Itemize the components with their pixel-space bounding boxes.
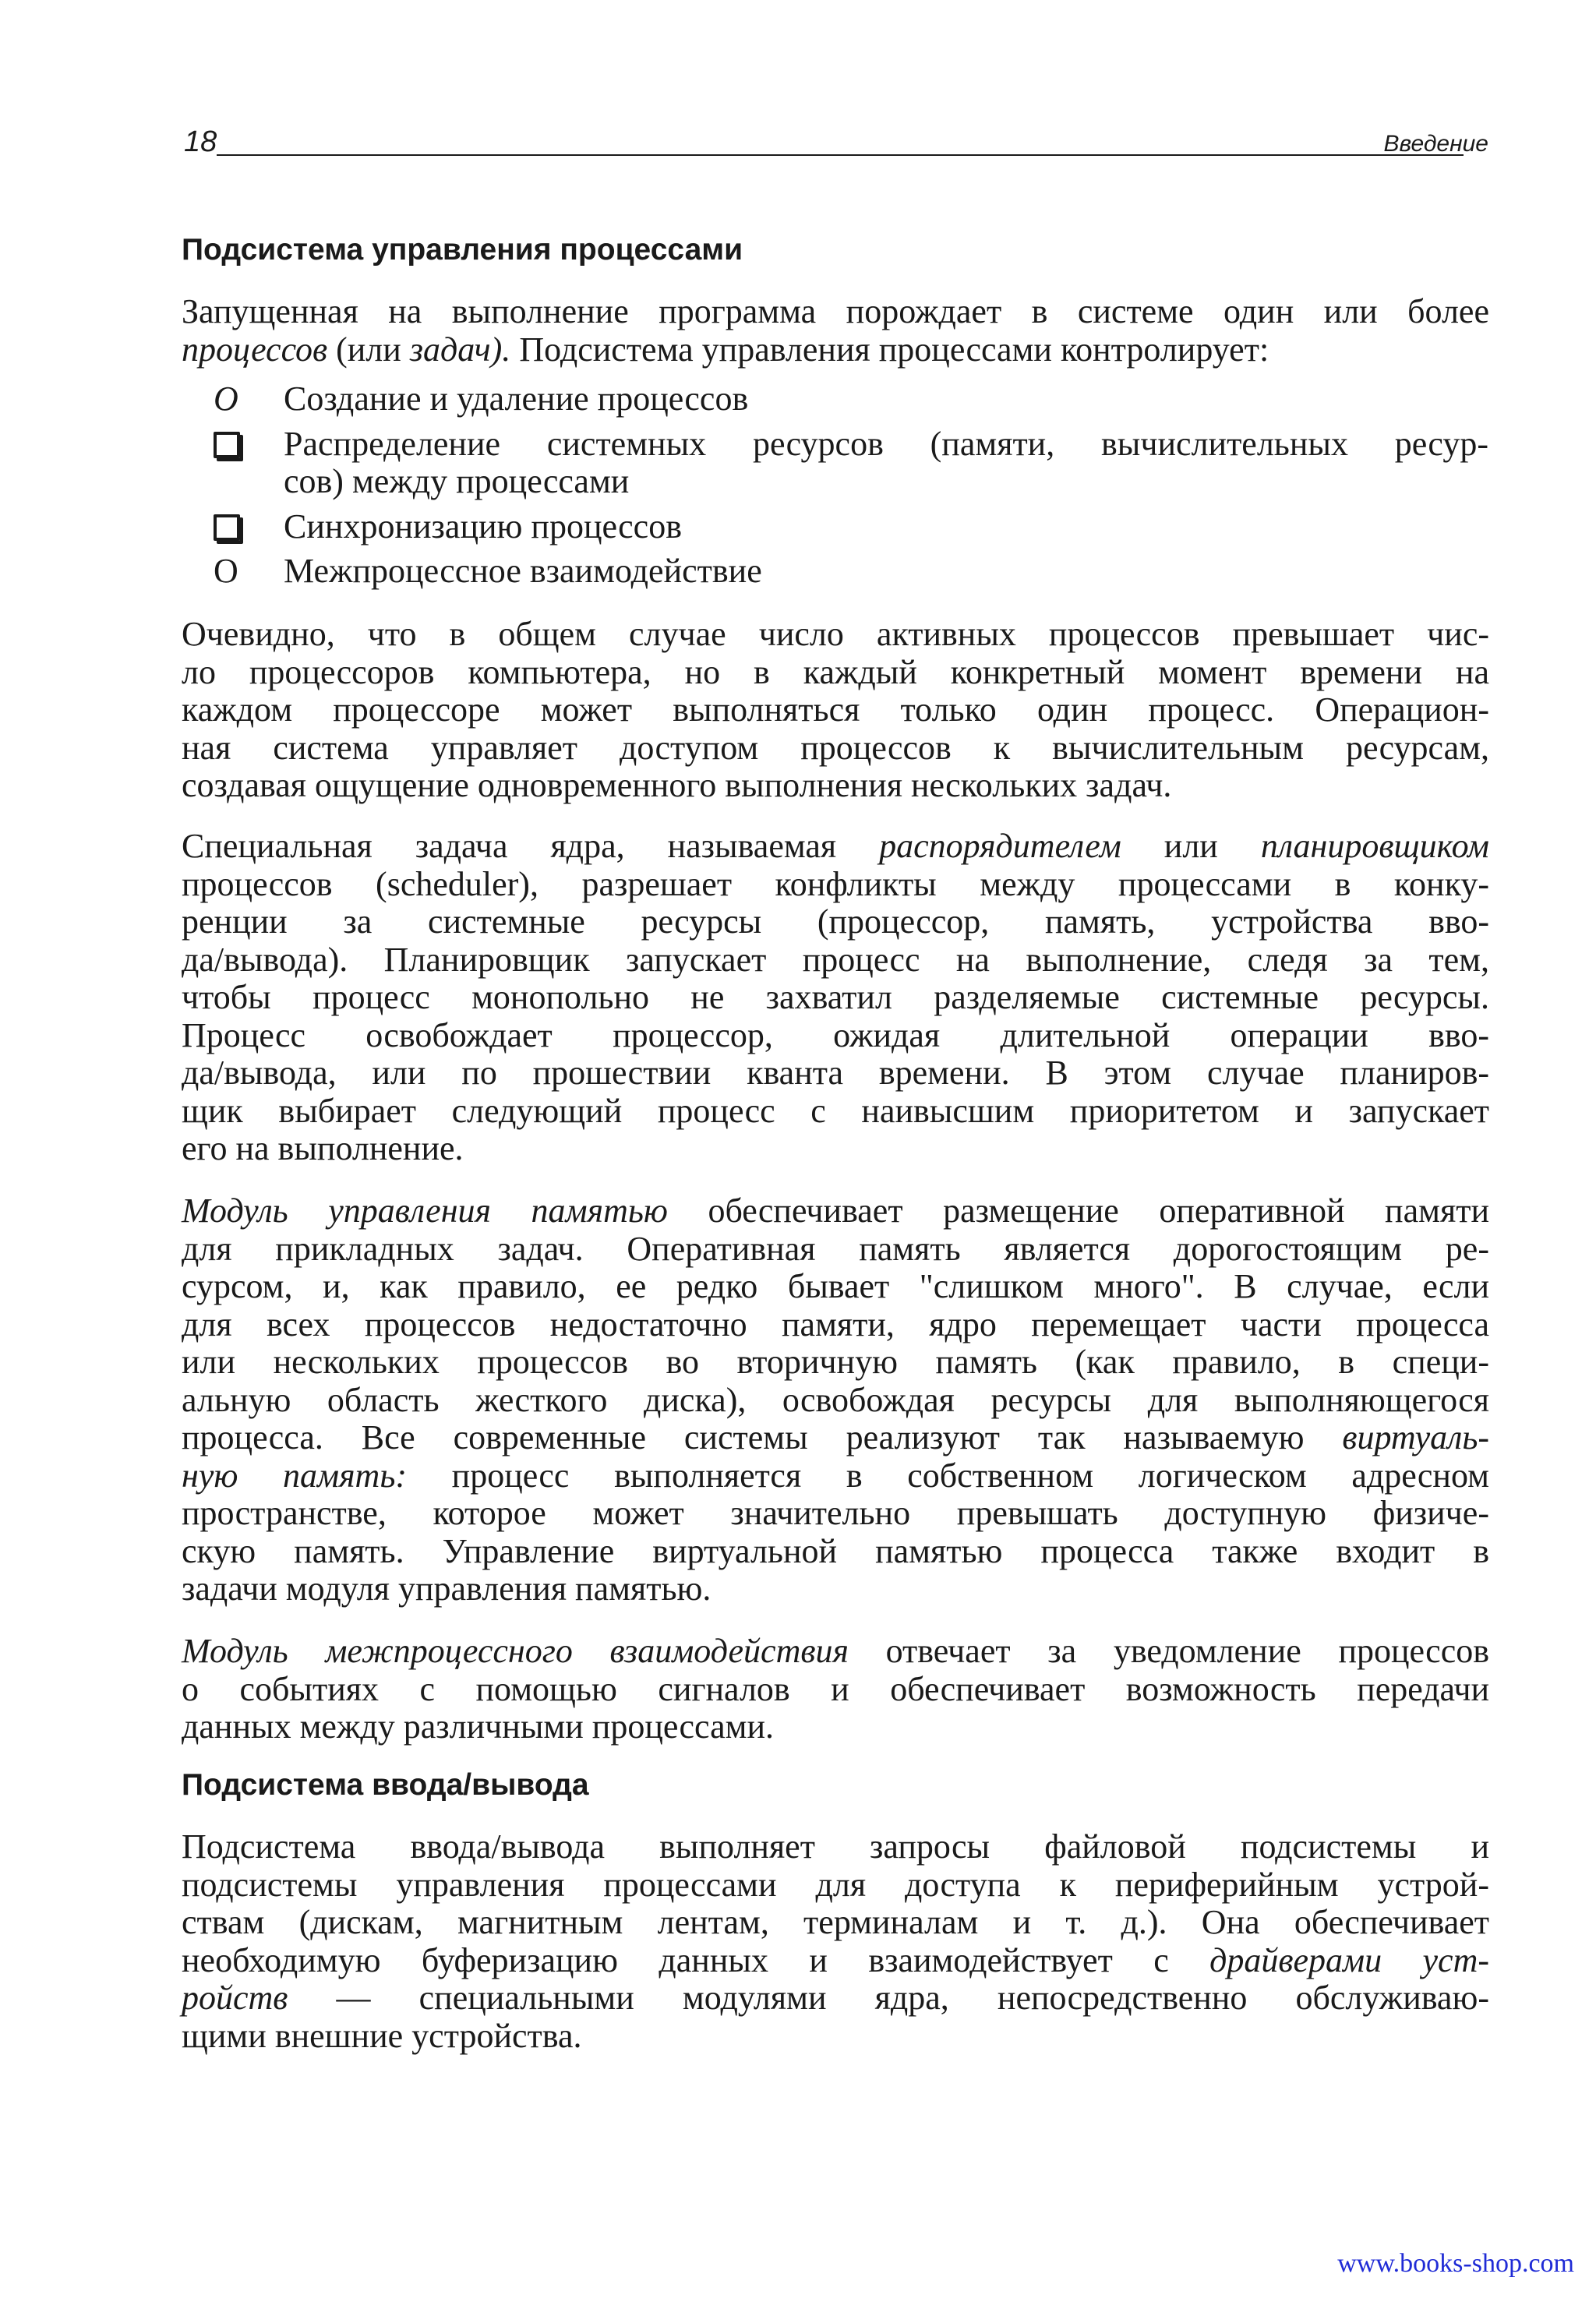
text-line: сов) между процессами — [284, 462, 630, 500]
text-line — [182, 1457, 1489, 1495]
text-run: пространстве, которое может значительно превышать доступную физиче- — [182, 1494, 1489, 1532]
text-run: ствам (дискам, магнитным лентам, терминалам и т. д.). Она обеспечивает — [182, 1903, 1489, 1941]
text-line — [182, 941, 1489, 980]
text-line: Очевидно, что в общем случае число активных процессов превышает чис- — [182, 615, 1489, 653]
text-line — [182, 1671, 1489, 1709]
list-item-text — [284, 508, 1488, 546]
text-run: или нескольких процессов во вторичную память (как правило, в специ- — [182, 1343, 1489, 1381]
text-run: ренции за системные ресурсы (процессор, память, устройства вво- — [182, 902, 1489, 941]
text-run: данных между различными процессами. — [182, 1707, 775, 1746]
paragraph-io — [182, 1828, 1489, 2055]
emphasized-term: Модуль управления памятью — [182, 1192, 668, 1230]
text-run: о событиях с помощью сигналов и обеспечивает возможность передачи — [182, 1669, 1489, 1708]
text-line: Межпроцессное взаимодействие — [284, 552, 762, 590]
text-run: да/вывода, или по прошествии кванта времени. В этом случае планиров- — [182, 1054, 1489, 1092]
list-item — [214, 425, 1488, 501]
text-run: его на выполнение. — [182, 1129, 464, 1167]
text-line — [182, 1130, 1489, 1168]
section-heading-processes: Подсистема управления процессами — [182, 233, 743, 267]
text-line — [182, 1382, 1489, 1420]
text-line — [182, 828, 1489, 866]
text-run: щик выбирает следующий процесс с наивысшим приоритетом и запускает — [182, 1091, 1489, 1130]
text-line — [182, 1093, 1489, 1131]
emphasized-term: виртуаль- — [1342, 1418, 1489, 1456]
text-line — [182, 1495, 1489, 1533]
page-number: 18 — [184, 125, 217, 158]
list-item — [214, 380, 1488, 418]
emphasized-term: Модуль межпроцессного взаимодействия — [182, 1632, 849, 1670]
text-line — [182, 1343, 1489, 1382]
text-run: скую память. Управление виртуальной памятью процесса также входит в — [182, 1531, 1489, 1570]
checkbox-bullet-icon — [214, 508, 260, 549]
checkbox-bullet-icon — [214, 425, 260, 467]
emphasized-term: процессов — [182, 330, 328, 369]
text-line — [182, 1633, 1489, 1671]
text-line: Распределение системных ресурсов (памяти, вычислительных ресур- — [284, 424, 1488, 463]
text-line — [182, 1192, 1489, 1230]
list-item — [214, 508, 1488, 546]
emphasized-term: ную память: — [182, 1456, 408, 1495]
text-line — [182, 1979, 1489, 2018]
text-line — [182, 979, 1489, 1017]
text-run: процессов (scheduler), разрешает конфликты между процессами в конку- — [182, 864, 1489, 903]
header-rule — [217, 154, 1464, 156]
letter-bullet: О — [214, 552, 238, 590]
text-run: (или — [327, 330, 410, 369]
text-line — [182, 866, 1489, 904]
section-heading-io: Подсистема ввода/вывода — [182, 1768, 589, 1802]
text-run: необходимую буферизацию данных и взаимодействует с — [182, 1940, 1210, 1979]
controls-list — [214, 380, 1488, 598]
text-line — [182, 1708, 1489, 1746]
text-line — [182, 1017, 1489, 1055]
text-line — [182, 903, 1489, 941]
text-run: чтобы процесс монопольно не захватил разделяемые системные ресурсы. — [182, 978, 1489, 1016]
emphasized-term: планировщиком — [1260, 827, 1489, 865]
text-run: Подсистема ввода/вывода выполняет запросы файловой подсистемы и — [182, 1827, 1489, 1866]
text-line — [182, 1570, 1489, 1608]
emphasized-term: задач). — [409, 330, 511, 369]
running-header: Введение — [1383, 131, 1488, 157]
text-line: Синхронизацию процессов — [284, 507, 682, 545]
text-line — [182, 331, 1489, 369]
text-line — [182, 1904, 1489, 1942]
paragraph-ipc-module — [182, 1633, 1489, 1746]
text-line — [182, 2018, 1489, 2056]
text-line — [182, 1533, 1489, 1571]
text-run: да/вывода). Планировщик запускает процесс на выполнение, следя за тем, — [182, 940, 1489, 979]
text-run: сурсом, и, как правило, ее редко бывает "слишком много". В случае, если — [182, 1267, 1489, 1305]
emphasized-term: распорядителем — [879, 827, 1121, 865]
text-line — [182, 1306, 1489, 1344]
text-run: — специальными модулями ядра, непосредственно обслуживаю- — [288, 1979, 1489, 2017]
text-line: создавая ощущение одновременного выполнения нескольких задач. — [182, 766, 1172, 804]
text-run: подсистемы управления процессами для доступа к периферийным устрой- — [182, 1865, 1489, 1904]
text-line: ная система управляет доступом процессов к вычислительным ресурсам, — [182, 728, 1489, 767]
paragraph-scheduler — [182, 828, 1489, 1168]
text-line — [182, 1054, 1489, 1093]
text-run: обеспечивает размещение оперативной памяти — [667, 1192, 1489, 1230]
text-line: ло процессоров компьютера, но в каждый конкретный момент времени на — [182, 652, 1489, 691]
text-run: отвечает за уведомление процессов — [848, 1632, 1490, 1670]
text-run: Процесс освобождает процессор, ожидая длительной операции вво- — [182, 1015, 1489, 1054]
text-run: или — [1121, 827, 1261, 865]
footer-watermark: www.books-shop.com — [1337, 2249, 1574, 2278]
text-line — [182, 1866, 1489, 1905]
box-bullet-shape — [214, 514, 240, 541]
text-line — [182, 1828, 1489, 1866]
text-run: для прикладных задач. Оперативная память является дорогостоящим ре- — [182, 1229, 1489, 1268]
emphasized-term: драйверами уст- — [1209, 1940, 1489, 1979]
text-run: процесса. Все современные системы реализуют так называемую — [182, 1418, 1343, 1456]
paragraph-memory-module — [182, 1192, 1489, 1608]
text-line: Создание и удаление процессов — [284, 380, 749, 418]
text-line — [182, 1419, 1489, 1457]
text-line — [182, 293, 1489, 331]
paragraph-intro — [182, 293, 1489, 369]
emphasized-term: ройств — [182, 1979, 288, 2017]
paragraph-active-processes — [182, 616, 1489, 805]
text-run: задачи модуля управления памятью. — [182, 1569, 711, 1608]
text-run: Специальная задача ядра, называемая — [182, 827, 880, 865]
text-line: каждом процессоре может выполняться только один процесс. Операцион- — [182, 690, 1489, 729]
text-run: альную область жесткого диска), освобождая ресурсы для выполняющегося — [182, 1380, 1489, 1419]
text-run: Запущенная на выполнение программа порождает в системе один или более — [182, 292, 1489, 330]
letter-bullet: O — [214, 380, 238, 418]
text-line — [182, 1942, 1489, 1980]
list-item-text — [284, 380, 1488, 418]
text-line — [182, 1230, 1489, 1269]
text-run: щими внешние устройства. — [182, 2016, 582, 2055]
text-line — [182, 1268, 1489, 1306]
text-run: Подсистема управления процессами контролирует: — [510, 330, 1269, 369]
list-item-text — [284, 553, 1488, 591]
list-item — [214, 553, 1488, 591]
box-bullet-shape — [214, 432, 240, 458]
text-run: для всех процессов недостаточно памяти, ядро перемещает части процесса — [182, 1305, 1489, 1343]
list-item-text — [284, 425, 1488, 501]
text-run: процесс выполняется в собственном логическом адресном — [407, 1456, 1489, 1495]
